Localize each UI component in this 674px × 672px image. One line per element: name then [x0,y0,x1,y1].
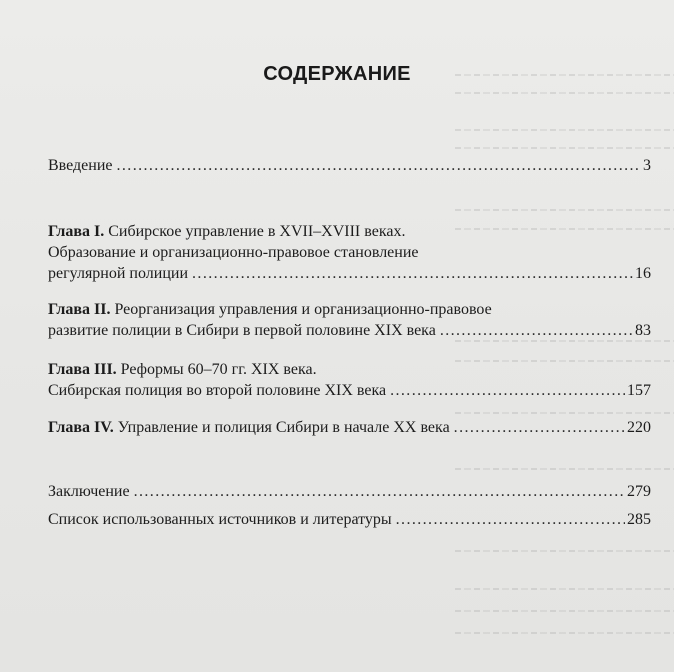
toc-entry-text: развитие полиции в Сибири в первой половине XIX века [48,322,436,339]
bleed-through-line [455,632,674,634]
toc-page-number: 285 [627,511,651,528]
bleed-through-line [455,610,674,612]
toc-page-number: 279 [627,483,651,500]
bleed-through-line [455,550,674,552]
toc-entry-text: Сибирское управление в XVII–XVIII веках. [108,223,406,240]
toc-entry-chapter-3[interactable] [48,359,651,401]
toc-entry-text: Реорганизация управления и организационно-правовое [114,301,492,318]
toc-entry-introduction[interactable] [48,155,651,176]
chapter-label: Глава III. [48,361,117,378]
toc-page-number: 3 [643,157,651,174]
bleed-through-line [455,468,674,470]
dot-leader [396,509,625,530]
toc-entry-text: Сибирская полиция во второй половине XIX века [48,382,387,399]
bleed-through-line [455,209,674,211]
toc-page-number: 16 [635,265,651,282]
chapter-label: Глава I. [48,223,105,240]
dot-leader [390,380,625,401]
toc-entry-text: регулярной полиции [48,265,189,282]
bleed-through-line [455,129,674,131]
bleed-through-line [455,92,674,94]
toc-entry-text: Введение [48,157,113,174]
toc-line [48,155,651,176]
toc-line [48,359,651,380]
chapter-label: Глава IV. [48,419,114,436]
page-title: СОДЕРЖАНИЕ [263,63,411,85]
toc-entry-text: Реформы 60–70 гг. XIX века. [120,361,317,378]
toc-line [48,263,651,284]
chapter-label: Глава II. [48,301,111,318]
toc-entry-chapter-2[interactable] [48,299,651,341]
toc-line [48,380,651,401]
dot-leader [192,263,633,284]
toc-page-number: 157 [627,382,651,399]
bleed-through-line [455,147,674,149]
toc-line [48,299,651,320]
dot-leader [117,155,642,176]
toc-entry-chapter-1[interactable] [48,221,651,284]
bleed-through-line [455,588,674,590]
bleed-through-line [455,412,674,414]
toc-line [48,221,651,242]
toc-page-number: 220 [627,419,651,436]
toc-line [48,417,651,438]
dot-leader [440,320,633,341]
toc-entry-chapter-4[interactable] [48,417,651,438]
dot-leader [134,481,625,502]
toc-entry-text: Заключение [48,483,130,500]
toc-entry-conclusion[interactable] [48,481,651,502]
toc-line [48,320,651,341]
toc-line [48,242,651,263]
toc-entry-bibliography[interactable] [48,509,651,530]
toc-line [48,509,651,530]
toc-page-number: 83 [635,322,651,339]
toc-line [48,481,651,502]
toc-entry-text: Образование и организационно-правовое становление [48,244,419,261]
toc-entry-title: Управление и полиция Сибири в начале XX века [117,419,450,436]
toc-entry-text [48,417,450,438]
toc-entry-text: Список использованных источников и литературы [48,511,392,528]
dot-leader [454,417,625,438]
